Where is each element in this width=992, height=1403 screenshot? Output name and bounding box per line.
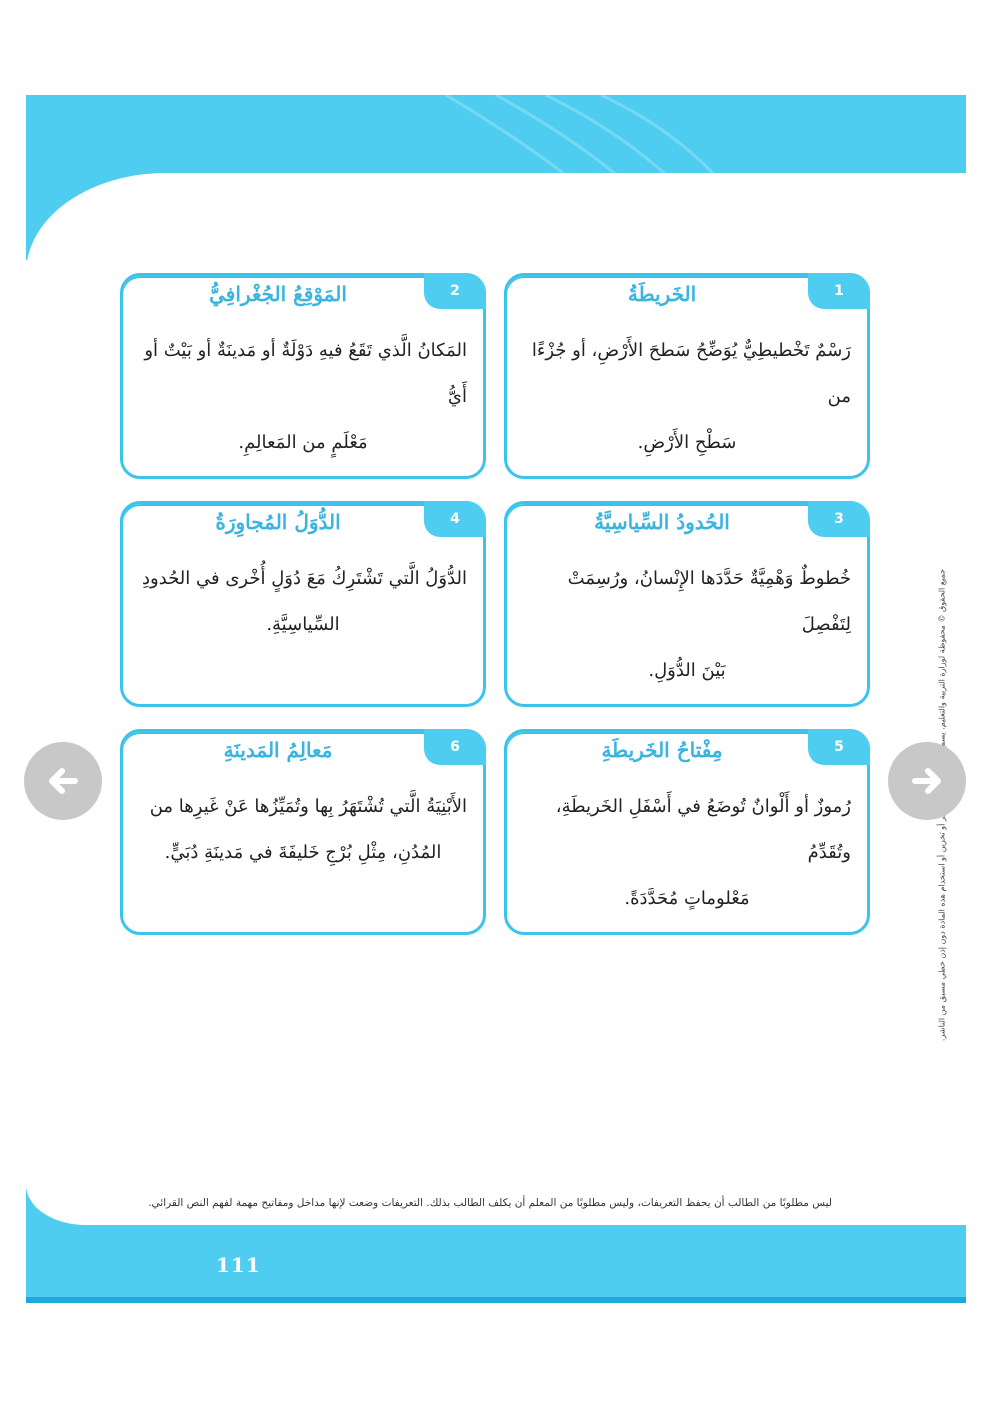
card-number: 1 [808,273,870,309]
card-text-line: مَعْلوماتٍ مُحَدَّدَةً. [624,888,750,909]
card-text-line: خُطوطٌ وَهْمِيَّةٌ حَدَّدَها الإِنْسانُ، ورُسِمَتْ لِتَفْصِلَ [567,568,851,635]
previous-page-button[interactable] [24,742,102,820]
card-title: مِفْتاحُ الخَريطَةِ [601,738,723,762]
card-number: 5 [808,729,870,765]
card-number: 6 [424,729,486,765]
page-number: 111 [216,1253,261,1277]
card-text-line: رُموزٌ أو أَلْوانٌ تُوضَعُ في أَسْفَلِ الخَريطَةِ، وتُقَدِّمُ [555,796,851,863]
card-title: الخَريطَةُ [627,282,697,306]
card-title: مَعالِمُ المَدينَةِ [223,738,333,762]
card-number: 2 [424,273,486,309]
definition-card-map-key [504,729,870,935]
card-title: المَوْقِعُ الجُغْرافِيُّ [209,282,347,306]
arrow-left-icon [43,761,83,801]
definition-card-neighbors [120,501,486,707]
card-text-line: الأَبْنِيَةُ الَّتي تُشْتَهَرُ بِها وتُمَيِّزُها عَنْ غَيرِها من [149,796,467,817]
card-title: الحُدودُ السِّياسِيَّةُ [594,510,730,534]
card-text [523,556,851,694]
card-number: 3 [808,501,870,537]
card-text-line: المَكانُ الَّذي تَقَعُ فيهِ دَوْلَةٌ أو مَدينَةٌ أو بَيْتٌ أو أَيُّ [144,340,467,407]
card-text-line: مَعْلَمٍ من المَعالِمِ. [238,432,368,453]
card-text-line: المُدُنِ، مِثْلِ بُرْجِ خَليفَةَ في مَدينَةِ دُبَيٍّ. [164,842,442,863]
card-text [523,328,851,466]
card-text [139,556,467,648]
card-number: 4 [424,501,486,537]
definition-card-borders [504,501,870,707]
page [26,95,966,1303]
card-text [139,784,467,876]
next-page-button[interactable] [888,742,966,820]
card-title: الدُّوَلُ المُجاوِرَةُ [215,510,341,534]
definition-card-landmarks [120,729,486,935]
definition-card-map [504,273,870,479]
card-text-line: سَطْحِ الأَرْضِ. [637,432,737,453]
card-text [523,784,851,922]
footnote: ليس مطلوبًا من الطالب أن يحفظ التعريفات، وليس مطلوبًا من المعلم أن يكلف الطالب بذلك. التعريفات وضعت لإنها مداخل ومفاتيح مهمة لفهم النص القرائي. [148,1197,832,1209]
card-text [139,328,467,466]
definition-card-location [120,273,486,479]
card-text-line: بَيْنَ الدُّوَلِ. [648,660,726,681]
arrow-right-icon [907,761,947,801]
card-text-line: السِّياسِيَّةِ. [266,614,340,635]
card-text-line: الدُّوَلُ الَّتي تَشْتَرِكُ مَعَ دُوَلٍ أُخْرى في الحُدودِ [142,568,467,589]
card-text-line: رَسْمٌ تَخْطيطِيٌّ يُوَضِّحُ سَطحَ الأَرْضِ، أو جُزْءًا من [531,340,851,407]
